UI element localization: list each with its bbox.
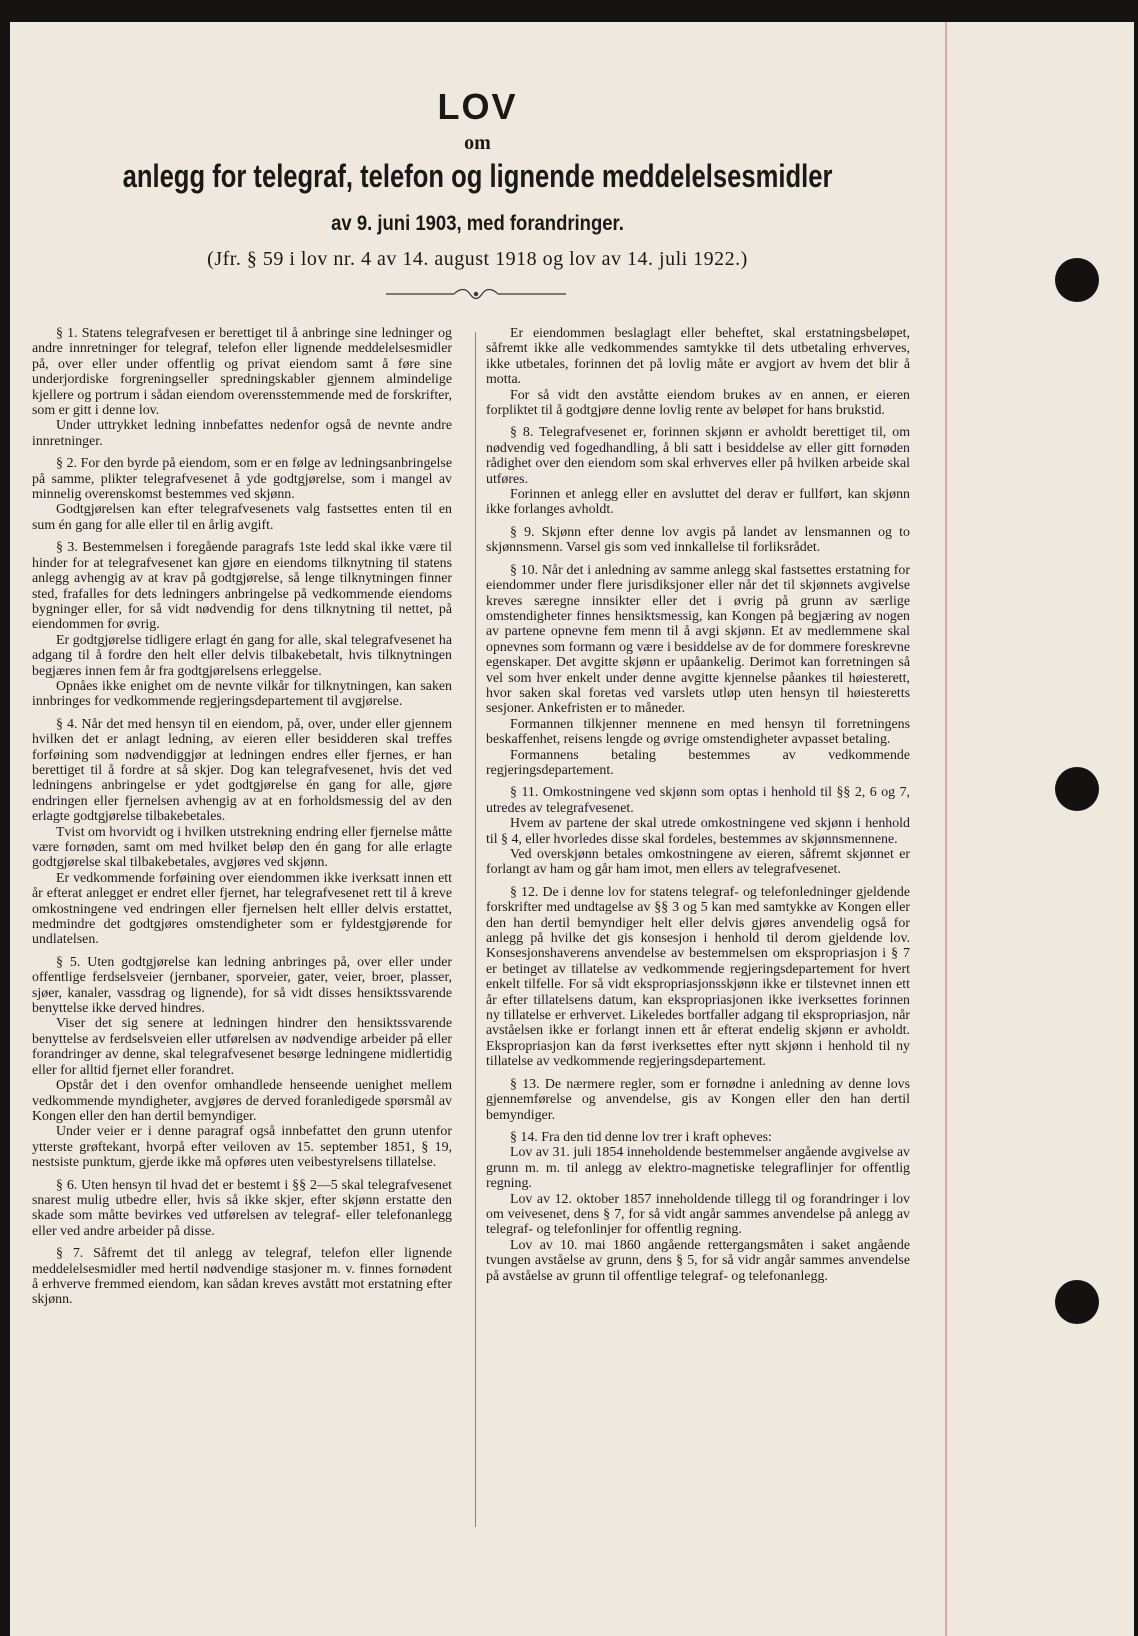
right-column (486, 326, 910, 1284)
paragraph: Under veier er i denne paragraf også innbefattet den grunn utenfor ytterste grøftekant, hvorpå efter veiloven av 15. september 1851, § 19, nestsiste punktum, gjerde ikke må opføres uten veibestyrelsens tillatelse. (32, 1124, 452, 1171)
title-main: anlegg for telegraf, telefon og lignende meddelelsesmidler (122, 158, 833, 194)
paragraph: Formannen tilkjenner mennene en med hensyn til forretningens beskaffenhet, reisens lengde og øvrige omstendigheter avpasset betaling. (486, 716, 910, 748)
paragraph: Hvem av partene der skal utrede omkostningene ved skjønn i henhold til § 4, eller hvorledes disse skal fordeles, bestemmes av skjønnsmennene. (486, 816, 910, 847)
paragraph: § 1. Statens telegrafvesen er berettiget til å anbringe sine ledninger og andre innretninger for telegraf, telefon eller lignende meddelelsesmidler på, over eller under offentlig og privat eiendom samt å føre sine underjordiske forgreningseller spredningskabler gjennem almindelige kjellere og portrum i sådan eiendom overensstemmende med de forskrifter, som er gitt i denne lov. (32, 326, 452, 419)
title-reference: (Jfr. § 59 i lov nr. 4 av 14. august 1918 og lov av 14. juli 1922.) (207, 248, 748, 270)
paragraph: Lov av 10. mai 1860 angående rettergangsmåten i saket angående tvungen avståelse av grunn, dens § 5, for så vidr angår sammes anvendelse på avståelse av grunn til offentlige telegraf- og telefonanlegg. (486, 1237, 910, 1284)
title-lov: LOV (437, 86, 518, 127)
paragraph: Lov av 12. oktober 1857 inneholdende tillegg til og forandringer i lov om veivesenet, dens § 7, for så vidt angår sammes anvendelse på anlegg av telegraf- og telefonlinjer for offentlig regning. (486, 1191, 910, 1238)
paragraph: Godtgjørelsen kan efter telegrafvesenets valg fastsettes enten til en sum én gang for alle eller til en årlig avgift. (32, 502, 452, 533)
title-date: av 9. juni 1903, med forandringer. (331, 212, 624, 235)
paragraph: Ved overskjønn betales omkostningene av eieren, såfremt skjønnet er forlangt av ham og går ham imot, men ellers av telegrafvesenet. (486, 847, 910, 878)
paragraph: § 2. For den byrde på eiendom, som er en følge av ledningsanbringelse på samme, plikter telegrafvesenet å yde godtgjørelse, som i mangel av minnelig overenskomst bestemmes ved skjønn. (32, 456, 452, 503)
paragraph: Er eiendommen beslaglagt eller beheftet, skal erstatningsbeløpet, såfremt ikke alle vedkommendes samtykke til dets utbetaling erhverves, ikke utbetales, forinnen det på lovlig måte er avgjort av hvem det blir å motta. (486, 326, 910, 388)
paragraph: § 12. De i denne lov for statens telegraf- og telefonledninger gjeldende forskrifter med undtagelse av §§ 3 og 5 kan med samtykke av Kongen eller den han dertil bemyndiger helt eller delvis gjøres anvendelig også for anlegg på hvilke det gis konsesjon i henhold til derom gjeldende lov. Konsesjonshaverens anvendelse av bestemmelsen om ekspropriasjon i § 7 er betinget av tillatelse av vedkommende regjeringsdepartement for hvert enkelt tilfelle. For så vidt ekspropriasjonsskjønn ikke er tilstevnet innen ett år efter tillatelsens datum, kan ekspropriasjonen ikke iverksettes forinnen ny tillatelse er erhvervet. Likeledes bortfaller adgang til ekspropriasjon, når avståelsen ikke er forlangt innen ett år efterat endelig skjønn er avholdt. Ekspropriasjon kan da først iverksettes efter nytt skjønn i henhold til ny tillatelse av vedkommende regjeringsdepartement. (486, 884, 910, 1070)
punch-hole-top (1055, 258, 1099, 302)
paragraph: § 11. Omkostningene ved skjønn som optas i henhold til §§ 2, 6 og 7, utredes av telegrafvesenet. (486, 785, 910, 816)
paragraph: § 14. Fra den tid denne lov trer i kraft opheves: (510, 1129, 772, 1145)
ornament-divider-icon (386, 286, 566, 302)
paragraph: § 13. De nærmere regler, som er fornødne i anledning av denne lovs gjennemførelse og anvendelse, gis av Kongen eller den han dertil bemyndiger. (486, 1076, 910, 1123)
paragraph: Under uttrykket ledning innbefattes nedenfor også de nevnte andre innretninger. (32, 418, 452, 449)
left-column (32, 326, 452, 1308)
paragraph: § 7. Såfremt det til anlegg av telegraf, telefon eller lignende meddelelsesmidler med hertil nødvendige stasjoner m. v. finnes fornødent å erhverve fremmed eiendom, kan sådan kreves avstått mot erstatning efter skjønn. (32, 1246, 452, 1308)
title-om: om (464, 132, 491, 154)
paragraph: Er godtgjørelse tidligere erlagt én gang for alle, skal telegrafvesenet ha adgang til å fordre den helt eller delvis tilbakebetalt, hvis tilknytningen begjæres innen fem år fra godtgjørelsens erleggelse. (32, 632, 452, 679)
paragraph: Opnåes ikke enighet om de nevnte vilkår for tilknytningen, kan saken innbringes for vedkommende regjeringsdepartement til avgjørelse. (32, 678, 452, 710)
paragraph: Forinnen et anlegg eller en avsluttet del derav er fullført, kan skjønn ikke forlanges avholdt. (486, 487, 910, 518)
paragraph: Formannens betaling bestemmes av vedkommende regjeringsdepartement. (486, 747, 910, 778)
column-divider (475, 332, 476, 1527)
paragraph: Er vedkommende forføining over eiendommen ikke iverksatt innen ett år efterat anlegget er endret eller fjernet, har telegrafvesenet rett til å kreve omkostningene ved endringen eller fjernelsen helt elller delvis erstattet, medmindre det godtgjøres omstendigheter som er fyldestgjørende for undlatelsen. (32, 870, 452, 948)
paragraph: § 6. Uten hensyn til hvad det er bestemt i §§ 2—5 skal telegrafvesenet snarest mulig utbedre eller, hvis så ikke skjer, efter skjønn erstatte den skade som måtte bevirkes ved utførelsen av telegraf- eller telefonanlegg eller ved andre arbeider på disse. (32, 1177, 452, 1239)
paragraph: Viser det sig senere at ledningen hindrer den hensiktssvarende benyttelse av ferdselsveien eller utførelsen av nødvendige arbeider på eller forandringer av denne, skal telegrafvesenet besørge ledningene midlertidig eller for alltid fjernet eller forandret. (32, 1016, 452, 1078)
punch-hole-middle (1055, 767, 1099, 811)
margin-rule (945, 22, 947, 1636)
paragraph: Tvist om hvorvidt og i hvilken utstrekning endring eller fjernelse måtte være fornøden, samt om med hvilket beløp den én gang for alle erlagte godtgjørelse skal tilbakebetales, avgjøres ved skjønn. (32, 824, 452, 871)
paragraph: For så vidt den avståtte eiendom brukes av en annen, er eieren forpliktet til å godtgjøre denne lovlig rente av beløpet for hans brukstid. (486, 387, 910, 419)
paragraph: § 8. Telegrafvesenet er, forinnen skjønn er avholdt berettiget til, om nødvendig ved fogedhandling, å bli satt i besiddelse av eller gitt fornøden rådighet over den eiendom som skal erhverves eller på hvilken arbeide skal utføres. (486, 425, 910, 487)
paragraph: § 9. Skjønn efter denne lov avgis på landet av lensmannen og to skjønnsmenn. Varsel gis som ved innkallelse til forliksrådet. (486, 524, 910, 556)
paragraph: Opstår det i den ovenfor omhandlede henseende uenighet mellem vedkommende myndigheter, avgjøres de derved foranledigede spørsmål av Kongen eller den han dertil bemyndiger. (32, 1078, 452, 1124)
paragraph: § 4. Når det med hensyn til en eiendom, på, over, under eller gjennem hvilken det er anlagt ledning, av eieren eller besidderen skal treffes forføining som nødvendiggjør at ledningen endres eller fjernes, er han berettiget til å fordre at så skjer. Dog kan telegrafvesenet, hvis det ved ledningens anbringelse er ydet godtgjørelse én gang for alle, gjøre endringen eller fjernelsen avhengig av at en forholdsmessig del av den erlagte godtgjørelse tilbakebetales. (32, 716, 452, 825)
paragraph: § 3. Bestemmelsen i foregående paragrafs 1ste ledd skal ikke være til hinder for at telegrafvesenet kan gjøre en eiendoms tilknytning til statens anlegg avhengig av at krav på godtgjørelse, så lenge tilknytningen finner sted, frafalles for dets ledningers anbringelse på vedkommende eiendoms bygninger eller, for så vidt nødvendig for dens tilknytning til nettet, på eiendommen for øvrig. (32, 540, 452, 633)
paragraph: § 5. Uten godtgjørelse kan ledning anbringes på, over eller under offentlige ferdselsveier (jernbaner, sporveier, gater, veier, broer, plasser, sjøer, kanaler, vassdrag og lignende), for så vidt disses hensiktssvarende benyttelse ikke derved hindres. (32, 954, 452, 1017)
punch-hole-bottom (1055, 1280, 1099, 1324)
document-page (10, 22, 1134, 1636)
paragraph: § 10. Når det i anledning av samme anlegg skal fastsettes erstatning for eiendommer under flere jurisdiksjoner eller når det til skjønnets avgivelse kreves særegne innsikter eller det i øvrig på grunn av særlige omstendigheter finnes hensiktsmessig, kan Kongen på begjæring av nogen av partene opnevne fem menn til å avgi skjønn. Et av medlemmene skal opnevnes som formann og være i besiddelse av de for dommere foreskrevne egenskaper. Det avgitte skjønn er upåankelig. Derimot kan forretningen så vel som hver enkelt under denne avgitte kjennelse påankes til høiesterett, hvor saken skal foretas ved varslets utløp uten hensyn til høiesteretts sesjoner. Ankefristen er to måneder. (486, 562, 910, 717)
paragraph: Lov av 31. juli 1854 inneholdende bestemmelser angående avgivelse av grunn m. m. til anlegg av elektro-magnetiske telegraflinjer for offentlig regning. (486, 1145, 910, 1192)
